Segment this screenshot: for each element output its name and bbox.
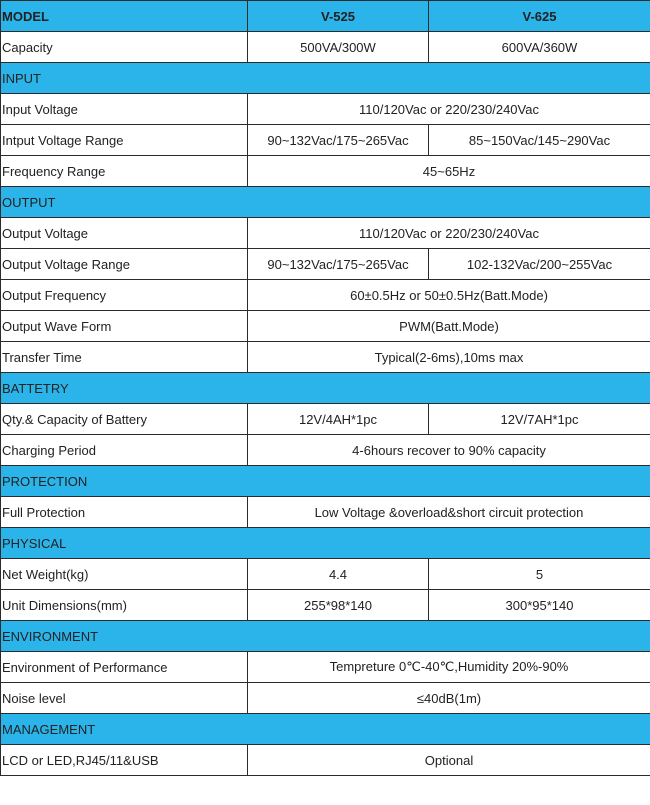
row-value: 110/120Vac or 220/230/240Vac [248,218,650,249]
row-label: LCD or LED,RJ45/11&USB [1,745,248,776]
row-label: Frequency Range [1,156,248,187]
row-label: Unit Dimensions(mm) [1,590,248,621]
section-header-row [1,63,650,94]
row-value-v625: 5 [429,559,650,590]
row-label: Noise level [1,683,248,714]
row-value-v625: 102-132Vac/200~255Vac [429,249,650,280]
section-header-row [1,621,650,652]
section-title: OUTPUT [1,187,650,218]
row-label: Output Voltage [1,218,248,249]
section-title: BATTETRY [1,373,650,404]
row-label: Output Wave Form [1,311,248,342]
row-label: Qty.& Capacity of Battery [1,404,248,435]
table-row [1,280,650,311]
section-header-row [1,373,650,404]
row-value-v625: 600VA/360W [429,32,650,63]
row-label: Transfer Time [1,342,248,373]
section-title: ENVIRONMENT [1,621,650,652]
section-title: PROTECTION [1,466,650,497]
row-value-v625: 300*95*140 [429,590,650,621]
row-value-v525: 500VA/300W [248,32,429,63]
row-value: Optional [248,745,650,776]
row-value: Low Voltage &overload&short circuit protection [248,497,650,528]
row-value-v525: 90~132Vac/175~265Vac [248,125,429,156]
section-header-row [1,466,650,497]
row-label: Output Frequency [1,280,248,311]
row-value: Typical(2-6ms),10ms max [248,342,650,373]
table-row [1,32,650,63]
table-row [1,652,650,683]
spec-table-body [1,1,650,776]
row-value-v525: 90~132Vac/175~265Vac [248,249,429,280]
row-value: 60±0.5Hz or 50±0.5Hz(Batt.Mode) [248,280,650,311]
row-value-v625: 12V/7AH*1pc [429,404,650,435]
table-row [1,342,650,373]
table-row [1,404,650,435]
table-row [1,218,650,249]
row-value: 110/120Vac or 220/230/240Vac [248,94,650,125]
header-col-v625: V-625 [429,1,650,32]
row-value: PWM(Batt.Mode) [248,311,650,342]
section-title: PHYSICAL [1,528,650,559]
row-label: Charging Period [1,435,248,466]
row-value: ≤40dB(1m) [248,683,650,714]
row-value: 45~65Hz [248,156,650,187]
table-row [1,125,650,156]
row-label: Capacity [1,32,248,63]
row-label: Input Voltage [1,94,248,125]
header-model: MODEL [1,1,248,32]
row-value-v625: 85~150Vac/145~290Vac [429,125,650,156]
row-value-v525: 12V/4AH*1pc [248,404,429,435]
row-value: 4-6hours recover to 90% capacity [248,435,650,466]
table-row [1,311,650,342]
row-value-v525: 4.4 [248,559,429,590]
section-header-row [1,714,650,745]
table-row [1,683,650,714]
table-row [1,745,650,776]
section-header-row [1,187,650,218]
table-row [1,590,650,621]
header-col-v525: V-525 [248,1,429,32]
table-row [1,559,650,590]
row-label: Intput Voltage Range [1,125,248,156]
row-value-v525: 255*98*140 [248,590,429,621]
table-row [1,435,650,466]
table-row [1,156,650,187]
table-row [1,497,650,528]
section-title: INPUT [1,63,650,94]
row-value: Tempreture 0℃-40℃,Humidity 20%-90% [248,652,650,683]
row-label: Full Protection [1,497,248,528]
row-label: Output Voltage Range [1,249,248,280]
section-title: MANAGEMENT [1,714,650,745]
table-row [1,249,650,280]
row-label: Environment of Performance [1,652,248,683]
row-label: Net Weight(kg) [1,559,248,590]
section-header-row [1,528,650,559]
table-header-row [1,1,650,32]
table-row [1,94,650,125]
